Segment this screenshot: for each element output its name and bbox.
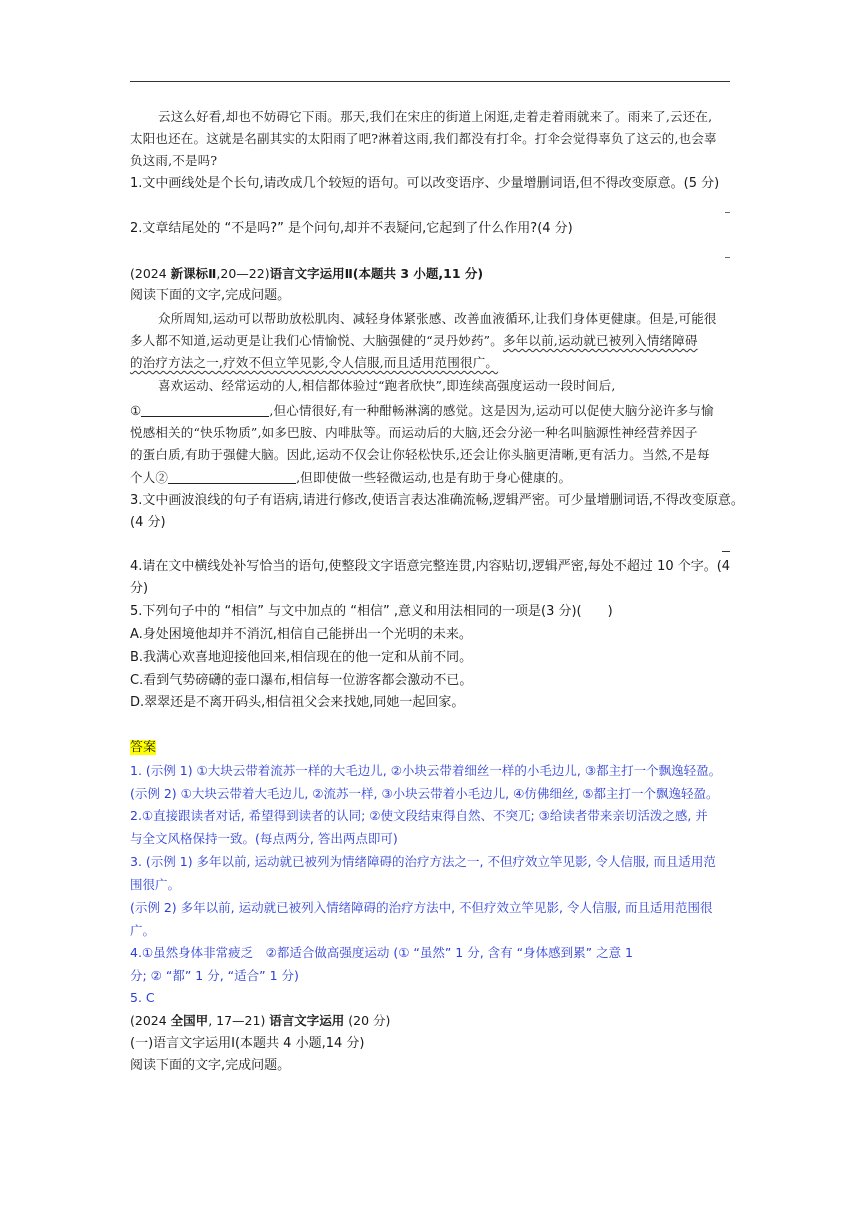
question-5-stem: 5.下列句子中的 “相信” 与文中加点的 “相信” ,意义和用法相同的一项是(3 分)( ): [130, 604, 613, 619]
passage1-line2: 太阳也还在。这就是名副其实的太阳雨了吧?淋着这雨,我们都没有打伞。打伞会觉得辜负了这云的,也会辜: [130, 131, 717, 146]
answer-3-line2: 围很广。: [130, 877, 181, 892]
passage2-p2-line3: 悦感相关的“快乐物质”,如多巴胺、内啡肽等。而运动后的大脑,还会分泌一种名叫脑源性神经营养因子: [130, 425, 698, 440]
option-d: D.翠翠还是不离开码头,相信祖父会来找她,同她一起回家。: [130, 695, 465, 710]
question-2: 2.文章结尾处的 “不是吗?” 是个问句,却并不表疑问,它起到了什么作用?(4 分): [130, 221, 573, 236]
answer-1-line2: (示例 2) ①大块云带着大毛边儿, ②流苏一样, ③小块云带着小毛边儿, ④仿佛细丝, ⑤都主打一个飘逸轻盈。: [130, 786, 719, 801]
answer-4-line1: 4.①虽然身体非常疲乏 ②都适合做高强度运动 (① “虽然” 1 分, 含有 “身体感到累” 之意 1: [130, 945, 633, 960]
passage2-p2-line2-text: ,但心情很好,有一种酣畅淋漓的感觉。这是因为,运动可以促使大脑分泌许多与愉: [269, 403, 714, 418]
passage2-p2-line2: [130, 400, 730, 422]
blank-2-number: 个人②: [130, 470, 169, 485]
answer-5: 5. C: [130, 990, 155, 1005]
wavy-underlined-sentence-cont: 的治疗方法之一,疗效不但立竿见影,令人信服,而且适用范围很广。: [130, 355, 499, 370]
question-3-line1: 3.文中画波浪线的句子有语病,请进行修改,使语言表达准确流畅,逻辑严密。可少量增删词语,不得改变原意。: [130, 493, 744, 508]
question-4-line1: 4.请在文中横线处补写恰当的语句,使整段文字语意完整连贯,内容贴切,逻辑严密,每处不超过 10 个字。(4: [130, 559, 731, 574]
passage2-p1-line3: [130, 352, 730, 374]
passage2-p2-line5-text: ,但即使做一些轻微运动,也是有助于身心健康的。: [296, 470, 572, 485]
answer-4-line2: 分; ② “都” 1 分, “适合” 1 分): [130, 968, 299, 983]
answer-2-line2: 与全文风格保持一致。(每点两分, 答出两点即可): [130, 831, 398, 846]
passage2-p1-line1: 众所周知,运动可以帮助放松肌肉、减轻身体紧张感、改善血液循环,让我们身体更健康。但是,可能很: [158, 311, 717, 326]
passage2-p2-line1: 喜欢运动、经常运动的人,相信都体验过“跑者欣快”,即连续高强度运动一段时间后,: [158, 378, 616, 393]
section2-source: 新课标Ⅱ: [170, 266, 217, 281]
section3-title: 语言文字运用: [269, 1013, 345, 1028]
question-1: 1.文中画线处是个长句,请改成几个较短的语句。可以改变语序、少量增删词语,但不得改变原意。(5 分): [130, 176, 720, 191]
answer-3-line3: (示例 2) 多年以前, 运动就已被列入情绪障碍的治疗方法中, 不但疗效立竿见影, 令人信服, 而且适用范围很: [130, 900, 713, 915]
section2-prefix: (2024: [130, 266, 171, 281]
section2-range: ,20—22): [216, 266, 270, 281]
section3-score: (20 分): [344, 1013, 391, 1028]
passage1-line3: 负这雨,不是吗?: [130, 153, 218, 168]
option-a: A.身处困境他却并不消沉,相信自己能拼出一个光明的未来。: [130, 627, 472, 642]
question-4-line2: 分): [130, 581, 149, 596]
section3-range: , 17—21): [208, 1013, 270, 1028]
option-b: B.我满心欢喜地迎接他回来,相信现在的他一定和从前不同。: [130, 650, 473, 665]
section3-instruction: 阅读下面的文字,完成问题。: [130, 1058, 291, 1073]
section3-subheading: (一)语言文字运用Ⅰ(本题共 4 小题,14 分): [130, 1036, 365, 1051]
blank-1-number: ①: [130, 403, 142, 418]
section3-source: 全国甲: [170, 1013, 209, 1028]
section3-prefix: (2024: [130, 1013, 171, 1028]
section2-title: 语言文字运用Ⅱ(本题共 3 小题,11 分): [269, 266, 484, 281]
header-rule: [130, 81, 730, 82]
answer-1-line1: 1. (示例 1) ①大块云带着流苏一样的大毛边儿, ②小块云带着细丝一样的小毛边儿, ③都主打一个飘逸轻盈。: [130, 763, 722, 778]
passage2-p1-line2: [130, 330, 730, 352]
answer-line-mark: [722, 551, 730, 552]
blank-2-line: [168, 469, 296, 484]
option-c: C.看到气势磅礴的壶口瀑布,相信每一位游客都会激动不已。: [130, 673, 473, 688]
passage2-p1-line2-a: 多人都不知道,运动更是让我们心情愉悦、大脑强健的“灵丹妙药”。: [130, 333, 503, 348]
answers-label: 答案: [130, 740, 157, 755]
answer-2-line1: 2.①直接跟读者对话, 希望得到读者的认同; ②使文段结束得自然、不突兀; ③给读者带来亲切活泼之感, 并: [130, 808, 708, 823]
answer-line-mark: [725, 212, 730, 213]
section2-heading: [130, 263, 730, 285]
answer-3-line4: 广。: [130, 923, 156, 938]
passage2-p2-line5: [130, 467, 730, 489]
question-3-line2: (4 分): [130, 515, 166, 530]
section3-heading: [130, 1010, 730, 1032]
answers-label-row: [130, 737, 730, 759]
blank-1-line: [141, 402, 269, 417]
answer-line-mark: [725, 257, 730, 258]
wavy-underlined-sentence: 多年以前,运动就已被列入情绪障碍: [502, 333, 698, 348]
passage1-line1: 云这么好看,却也不妨碍它下雨。那天,我们在宋庄的街道上闲逛,走着走着雨就来了。雨来了,云还在,: [158, 109, 713, 124]
answer-3-line1: 3. (示例 1) 多年以前, 运动就已被列为情绪障碍的治疗方法之一, 不但疗效立竿见影, 令人信服, 而且适用范: [130, 854, 716, 869]
passage2-p2-line4: 的蛋白质,有助于强健大脑。因此,运动不仅会让你轻松快乐,还会让你头脑更清晰,更有活力。当然,不是每: [130, 447, 710, 462]
section2-instruction: 阅读下面的文字,完成问题。: [130, 288, 291, 303]
